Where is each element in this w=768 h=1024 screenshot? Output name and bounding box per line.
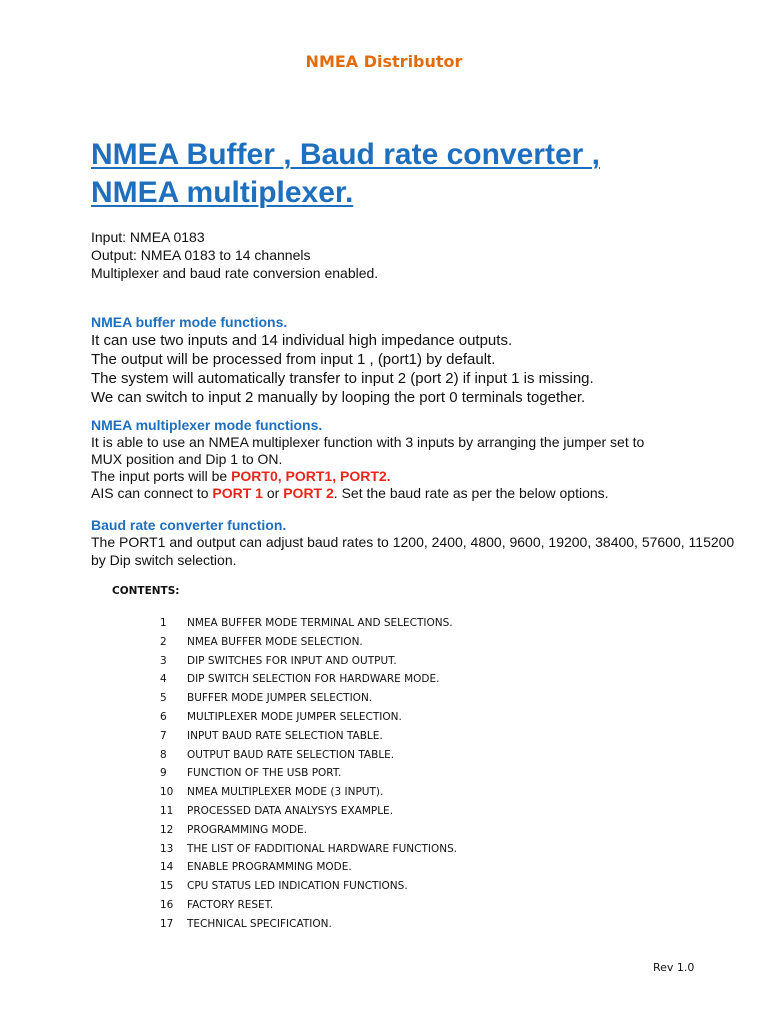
intro-input-line: Input: NMEA 0183 — [91, 229, 205, 245]
contents-item-text: PROCESSED DATA ANALYSYS EXAMPLE. — [187, 804, 394, 817]
contents-item-text: FACTORY RESET. — [187, 898, 274, 911]
contents-item — [160, 915, 457, 934]
contents-label: CONTENTS: — [112, 585, 180, 597]
contents-item — [160, 689, 457, 708]
contents-item — [160, 821, 457, 840]
main-heading-line-1: NMEA Buffer , Baud rate converter , — [91, 138, 600, 171]
port-2-highlight: PORT 2 — [283, 485, 334, 501]
contents-item-number: 5 — [160, 692, 167, 705]
buffer-mode-line: The system will automatically transfer to input 2 (port 2) if input 1 is missing. — [91, 370, 594, 387]
contents-item-number: 10 — [160, 786, 174, 799]
contents-item-number: 4 — [160, 673, 167, 686]
contents-item-text: OUTPUT BAUD RATE SELECTION TABLE. — [187, 748, 395, 761]
contents-item — [160, 802, 457, 821]
contents-item — [160, 840, 457, 859]
baud-rate-title: Baud rate converter function. — [91, 517, 287, 533]
contents-item — [160, 783, 457, 802]
contents-item-number: 17 — [160, 917, 174, 930]
contents-item — [160, 708, 457, 727]
contents-item-number: 6 — [160, 710, 167, 723]
contents-item-number: 7 — [160, 729, 167, 742]
contents-item-text: NMEA BUFFER MODE TERMINAL AND SELECTIONS. — [187, 617, 453, 629]
contents-item-number: 8 — [160, 748, 167, 761]
baud-rate-section — [91, 516, 761, 569]
contents-item-number: 2 — [160, 635, 167, 648]
contents-item — [160, 764, 457, 783]
baud-rate-line: by Dip switch selection. — [91, 551, 237, 568]
ais-or-text: or — [262, 485, 284, 501]
contents-list — [160, 614, 457, 934]
buffer-mode-section — [91, 313, 761, 407]
multiplexer-mode-title: NMEA multiplexer mode functions. — [91, 417, 323, 433]
contents-item — [160, 670, 457, 689]
ais-prefix-text: AIS can connect to — [91, 485, 213, 501]
contents-item — [160, 614, 457, 633]
main-heading-line-2: NMEA multiplexer. — [91, 176, 354, 209]
contents-item — [160, 896, 457, 915]
intro-features-line: Multiplexer and baud rate conversion enabled. — [91, 265, 379, 281]
contents-item-text: DIP SWITCHES FOR INPUT AND OUTPUT. — [187, 654, 397, 667]
contents-item-text: PROGRAMMING MODE. — [187, 823, 308, 836]
revision-label: Rev 1.0 — [653, 961, 695, 974]
buffer-mode-line: We can switch to input 2 manually by looping the port 0 terminals together. — [91, 389, 586, 406]
port-list-highlight: PORT0, PORT1, PORT2. — [231, 468, 391, 484]
multiplexer-line: It is able to use an NMEA multiplexer function with 3 inputs by arranging the jumper set to — [91, 434, 645, 450]
contents-item-number: 13 — [160, 842, 174, 855]
contents-item-number: 16 — [160, 898, 174, 911]
contents-item — [160, 727, 457, 746]
contents-item-text: TECHNICAL SPECIFICATION. — [187, 917, 332, 930]
contents-item-text: NMEA BUFFER MODE SELECTION. — [187, 635, 363, 648]
contents-item — [160, 858, 457, 877]
contents-item-text: FUNCTION OF THE USB PORT. — [187, 767, 342, 780]
contents-item-text: MULTIPLEXER MODE JUMPER SELECTION. — [187, 710, 402, 723]
contents-item-number: 12 — [160, 823, 174, 836]
contents-item-text: NMEA MULTIPLEXER MODE (3 INPUT). — [187, 786, 384, 799]
contents-item-number: 15 — [160, 880, 174, 893]
multiplexer-line: MUX position and Dip 1 to ON. — [91, 451, 283, 467]
contents-item-number: 3 — [160, 654, 167, 667]
contents-item-number: 1 — [160, 617, 167, 629]
baud-rate-line: The PORT1 and output can adjust baud rates to 1200, 2400, 4800, 9600, 19200, 38400, 57600, 115200 — [91, 534, 735, 550]
contents-item — [160, 746, 457, 765]
document-top-title: NMEA Distributor — [305, 52, 463, 71]
contents-item — [160, 652, 457, 671]
ais-suffix-text: . Set the baud rate as per the below options. — [333, 485, 609, 501]
contents-item-text: DIP SWITCH SELECTION FOR HARDWARE MODE. — [187, 673, 440, 686]
contents-item — [160, 877, 457, 896]
contents-item-text: THE LIST OF FADDITIONAL HARDWARE FUNCTIONS. — [187, 842, 458, 855]
contents-item-number: 9 — [160, 767, 167, 780]
buffer-mode-line: The output will be processed from input 1 , (port1) by default. — [91, 351, 496, 368]
contents-item-text: ENABLE PROGRAMMING MODE. — [187, 861, 352, 874]
buffer-mode-title: NMEA buffer mode functions. — [91, 314, 288, 330]
contents-item-text: INPUT BAUD RATE SELECTION TABLE. — [187, 729, 383, 742]
port-1-highlight: PORT 1 — [212, 485, 263, 501]
intro-block — [91, 228, 761, 282]
buffer-mode-line: It can use two inputs and 14 individual high impedance outputs. — [91, 332, 513, 349]
main-heading — [91, 136, 731, 212]
contents-item-number: 14 — [160, 861, 174, 874]
intro-output-line: Output: NMEA 0183 to 14 channels — [91, 247, 311, 263]
multiplexer-ports-line — [91, 468, 761, 485]
contents-item-text: CPU STATUS LED INDICATION FUNCTIONS. — [187, 880, 408, 893]
contents-item — [160, 633, 457, 652]
multiplexer-mode-section — [91, 416, 761, 502]
contents-item-text: BUFFER MODE JUMPER SELECTION. — [187, 692, 373, 705]
contents-item-number: 11 — [160, 804, 174, 817]
multiplexer-ais-line — [91, 485, 761, 502]
ports-prefix-text: The input ports will be — [91, 468, 232, 484]
